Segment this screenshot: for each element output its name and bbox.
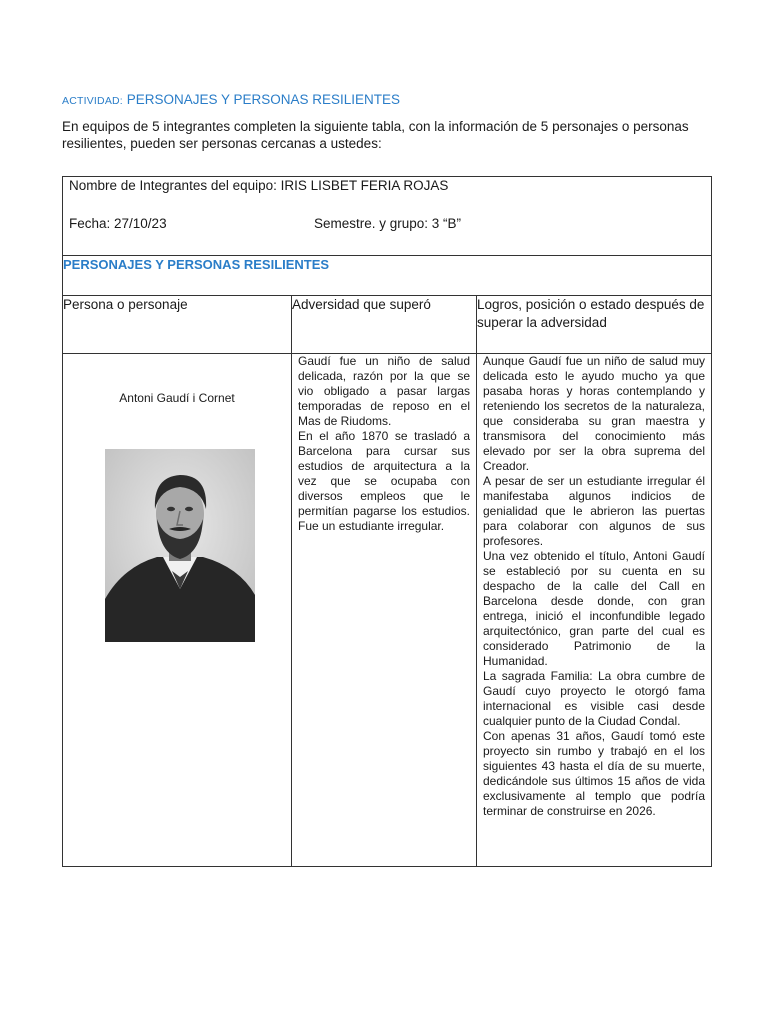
column-header-adversity: Adversidad que superó (292, 296, 477, 354)
adversity-paragraph: Gaudí fue un niño de salud delicada, razón por la que se vio obligado a pasar largas temporadas de reposo en el Mas de Riudoms. (298, 354, 470, 428)
achievements-text (477, 354, 711, 819)
activity-label: ACTIVIDAD: (62, 95, 123, 107)
section-title-cell (63, 256, 712, 296)
column-header-person: Persona o personaje (63, 296, 292, 354)
section-title-row (63, 256, 712, 296)
achievements-paragraph: Una vez obtenido el título, Antoni Gaudí se estableció por su cuenta en su despacho de la calle del Call en Barcelona desde donde, con gran entrega, inició el inconfundible legado arquitectónico, gran parte del cual es considerado Patrimonio de la Humanidad. (483, 549, 706, 668)
semester-group-field: Semestre. y grupo: 3 “B” (314, 216, 462, 231)
column-header-row (63, 296, 712, 354)
team-info-row (63, 177, 712, 256)
adversity-cell (292, 354, 477, 867)
activity-title: PERSONAJES Y PERSONAS RESILIENTES (126, 92, 401, 107)
column-header-achievements: Logros, posición o estado después de superar la adversidad (477, 296, 712, 354)
achievements-paragraph: Con apenas 31 años, Gaudí tomó este proyecto sin rumbo y trabajó en el los siguientes 43 hasta el día de su muerte, dedicándole sus últimos 15 años de vida exclusivamente al templo que podría terminar de construirse en 2026. (483, 729, 706, 818)
activity-heading (62, 92, 400, 107)
team-info-cell (63, 177, 712, 256)
team-members: Nombre de Integrantes del equipo: IRIS LISBET FERIA ROJAS (69, 178, 449, 193)
achievements-paragraph: Aunque Gaudí fue un niño de salud muy delicada esto le ayudo mucho ya que pasaba horas y horas contemplando y reteniendo los secretos de la naturaleza, que consideraba su gran maestra y transmisora del conocimiento más elevado por ser la obra suprema del Creador. (483, 354, 706, 473)
achievements-cell (477, 354, 712, 867)
section-title: PERSONAJES Y PERSONAS RESILIENTES (63, 257, 330, 272)
person-cell (63, 354, 292, 867)
date-field: Fecha: 27/10/23 (69, 216, 167, 231)
achievements-paragraph: A pesar de ser un estudiante irregular él manifestaba algunos indicios de genialidad que le abrieron las puertas para colaborar con algunos de sus profesores. (483, 474, 706, 548)
person-name: Antoni Gaudí i Cornet (119, 391, 235, 405)
achievements-paragraph: La sagrada Familia: La obra cumbre de Gaudí cuyo proyecto le otorgó fama internacional es visible casi desde cualquier punto de la Ciudad Condal. (483, 669, 706, 728)
adversity-paragraph: En el año 1870 se trasladó a Barcelona para cursar sus estudios de arquitectura a la vez que se ocupaba con diversos empleos que le permitían pagarse los estudios. Fue un estudiante irregular. (298, 429, 470, 533)
adversity-text (292, 354, 476, 534)
table-row (63, 354, 712, 867)
resilient-people-table (62, 176, 712, 867)
intro-paragraph: En equipos de 5 integrantes completen la siguiente tabla, con la información de 5 personajes o personas resilientes, pueden ser personas cercanas a ustedes: (62, 119, 689, 151)
portrait-photo (105, 449, 255, 642)
